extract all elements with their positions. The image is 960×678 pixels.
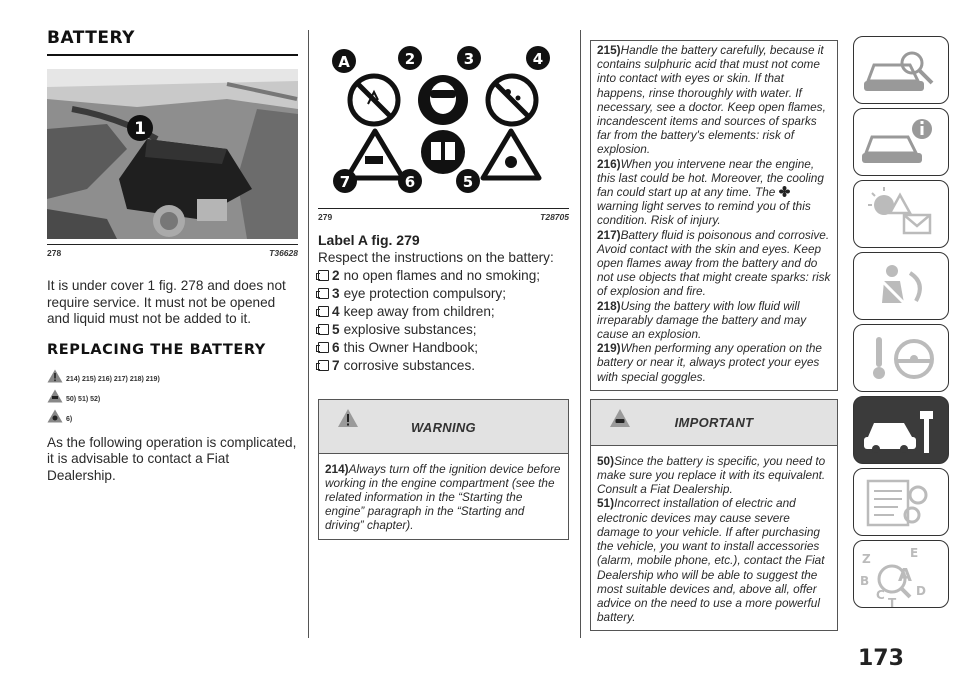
starting-driving-tab[interactable] [853, 324, 949, 392]
intro-paragraph: It is under cover 1 fig. 278 and does not require service. It must not be opened and liquid must not be added to it. [47, 278, 286, 327]
figure-number: 279 [318, 212, 333, 222]
index-search-icon [854, 541, 950, 609]
warnings-continued-box [590, 40, 838, 391]
environment-refs-text: 6) [66, 415, 73, 423]
eye-protection-icon [418, 75, 468, 125]
technical-data-icon [854, 469, 950, 537]
svg-text:B: B [860, 574, 870, 588]
list-item: 7 corrosive substances. [318, 357, 569, 375]
corrosive-icon [347, 131, 403, 178]
warning-box [318, 399, 569, 540]
important-box-header [591, 400, 837, 446]
list-item: 6 this Owner Handbook; [318, 339, 569, 357]
important-refs [47, 389, 298, 403]
svg-text:D: D [916, 584, 926, 598]
label-7: 7 [339, 173, 351, 191]
maintenance-tab[interactable] [853, 396, 949, 464]
warning-box-header [319, 400, 568, 454]
label-5: 5 [462, 173, 474, 191]
cooling-fan-icon [779, 186, 790, 197]
column-divider [580, 30, 581, 638]
column-divider [308, 30, 309, 638]
car-info-tab[interactable] [853, 108, 949, 176]
important-car-icon [47, 389, 63, 403]
bullet-icon [318, 324, 329, 335]
important-title: IMPORTANT [674, 414, 754, 430]
important-refs-text: 50) 51) 52) [66, 395, 101, 403]
figure-number: 278 [47, 248, 62, 258]
environment-icon [47, 409, 63, 423]
car-search-icon [854, 37, 950, 105]
steering-key-icon [854, 325, 950, 393]
bullet-icon [318, 288, 329, 299]
warning-title: WARNING [411, 419, 476, 435]
bullet-icon [318, 342, 329, 353]
safety-icon [854, 253, 950, 321]
warning-lights-tab[interactable] [853, 180, 949, 248]
figure-278-caption [47, 245, 298, 258]
label-2: 2 [404, 50, 416, 68]
engine-bay-photo [47, 69, 298, 239]
svg-text:E: E [910, 546, 919, 560]
list-item: 2 no open flames and no smoking; [318, 267, 569, 285]
figure-code: T36628 [269, 248, 298, 258]
bullet-icon [318, 360, 329, 371]
warning-text: 214)Always turn off the ignition device before working in the engine compartment (see the related information in the “Starting the engine” paragraph in the “Starting and driving” chapter). [325, 461, 561, 533]
environment-refs [47, 409, 298, 423]
svg-text:A: A [898, 565, 912, 586]
safety-tab[interactable] [853, 252, 949, 320]
page-title: BATTERY [47, 28, 135, 48]
important-box [590, 399, 838, 631]
car-info-icon [854, 109, 950, 177]
battery-label-diagram [318, 28, 569, 208]
callout-1: 1 [134, 119, 146, 139]
warning-refs-text: 214) 215) 216) 217) 218) 219) [66, 375, 160, 383]
title-rule [47, 54, 298, 56]
advice-paragraph: As the following operation is complicated, it is advisable to contact a Fiat Dealership. [47, 434, 297, 483]
list-item: 5 explosive substances; [318, 321, 569, 339]
technical-data-tab[interactable] [853, 468, 949, 536]
bullet-icon [318, 306, 329, 317]
figure-278 [47, 69, 298, 245]
warning-triangle-icon [47, 369, 63, 383]
car-wrench-icon [854, 397, 950, 465]
car-search-tab[interactable] [853, 36, 949, 104]
column-2 [318, 28, 569, 540]
owner-handbook-icon [421, 130, 465, 174]
label-title: Label A fig. 279 [318, 232, 420, 248]
section-title: REPLACING THE BATTERY [47, 341, 266, 358]
no-flames-icon [350, 76, 398, 124]
label-A: A [338, 53, 350, 71]
list-item: 3 eye protection compulsory; [318, 285, 569, 303]
list-item: 4 keep away from children; [318, 303, 569, 321]
explosive-icon [483, 131, 539, 178]
page-number: 173 [858, 646, 904, 671]
index-tab[interactable] [853, 540, 949, 608]
column-3 [590, 40, 838, 631]
important-text: 50)Since the battery is specific, you need to make sure you replace it with its equivalent. Consult a Fiat Dealership. 51)Incorrect installation of electric and electronic devices may cause severe damage to your vehicle. If after purchasing the vehicle, you want to install accessories (alarm, mobile phone, etc.), contact the Fiat Dealership who will be able to suggest the most suitable devices and, above all, offer advice on the need to use a more powerful battery. [597, 453, 826, 625]
instruction-list [318, 267, 569, 375]
warnings-continued-text: 215)Handle the battery carefully, because it contains sulphuric acid that must not come into contact with eyes or skin. If that happens, rinse thoroughly with water. If necessary, see a doctor. Keep open flames, incandescent items and sources of sparks far from the battery's elements: risk of explosion. 216)When you intervene near the engine, this last could be hot. Moreover, the cooling fan could start up at any time. The warning light serves to remind you of this condition. Risk of injury. 217)Battery fluid is poisonous and corrosive. Avoid contact with the skin and eyes. Keep open flames away from the battery and do not use objects that might create sparks: risk of explosion and fire. 218)Using the battery with low fluid will irreparably damage the battery and may cause an explosion. 219)When performing any operation on the battery or near it, always protect your eyes with special goggles. [597, 43, 831, 384]
warning-lights-icon [854, 181, 950, 249]
label-6: 6 [404, 173, 416, 191]
label-3: 3 [463, 50, 475, 68]
svg-text:T: T [888, 596, 897, 609]
bullet-icon [318, 270, 329, 281]
label-4: 4 [532, 50, 544, 68]
figure-279-caption [318, 209, 569, 222]
figure-code: T28705 [540, 212, 569, 222]
keep-away-children-icon [488, 76, 536, 124]
column-1 [47, 28, 298, 485]
svg-text:C: C [876, 588, 885, 602]
warning-refs [47, 369, 298, 383]
svg-text:Z: Z [862, 552, 871, 566]
figure-279 [318, 28, 569, 209]
instructions-intro: Respect the instructions on the battery: [318, 250, 554, 265]
